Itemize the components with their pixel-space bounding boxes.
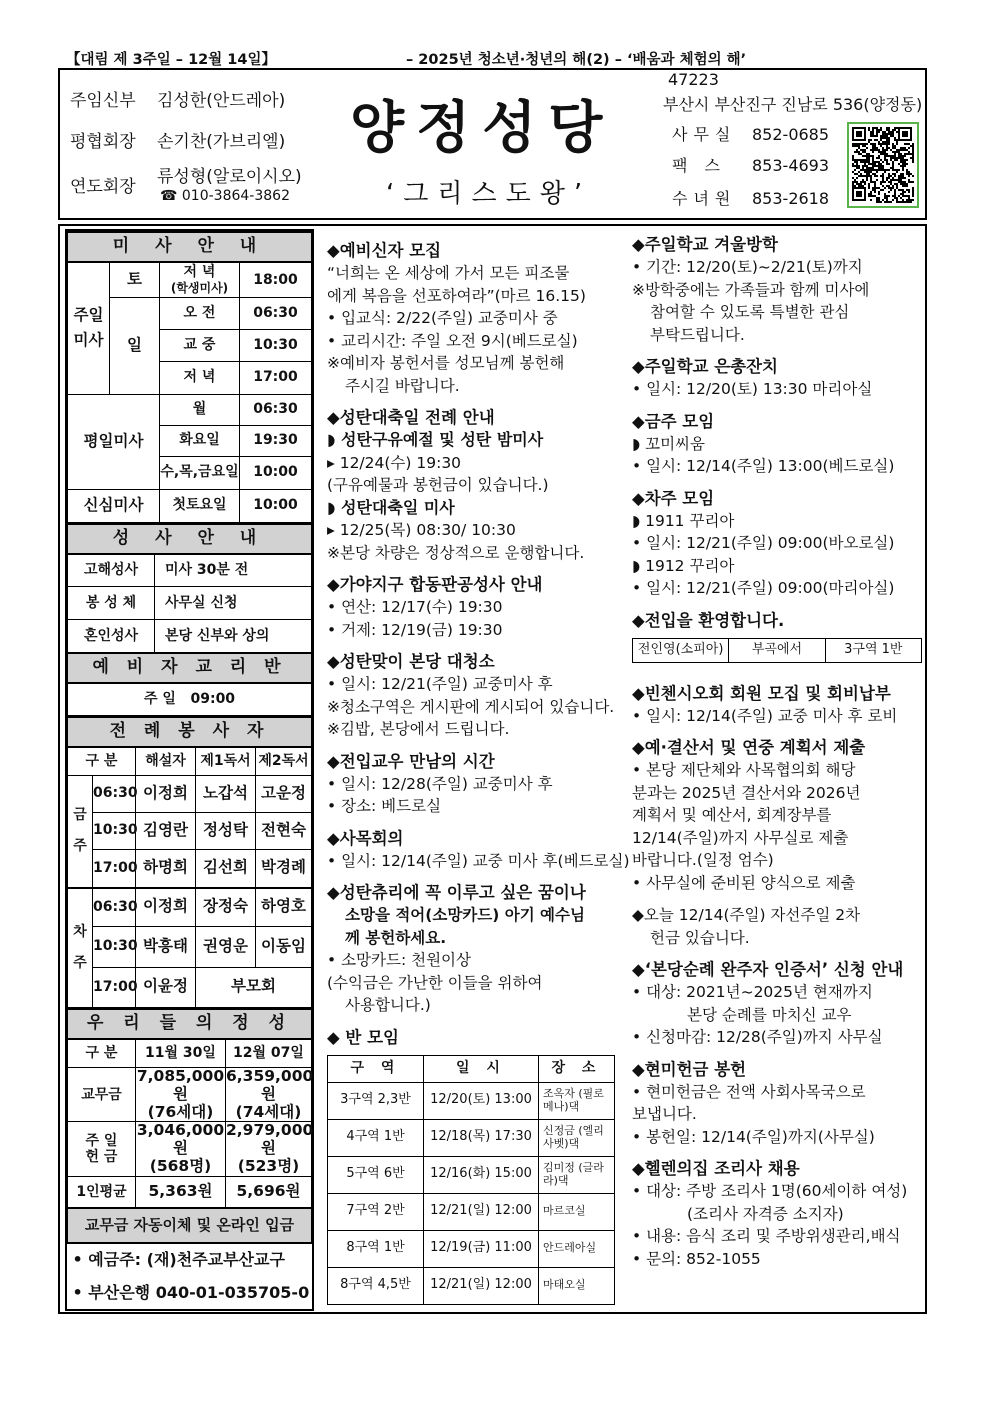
notice-heading: ◆현미헌금 봉헌 [632, 1059, 747, 1079]
address: 부산시 부산진구 진남로 536(양정동) [663, 95, 923, 114]
notice-line: ◗ 꼬미씨움 [632, 434, 705, 453]
notice-heading: ◆‘본당순례 완주자 인증서’ 신청 안내 [632, 960, 904, 979]
table-cell: 12/18(목) 17:30 [424, 1119, 539, 1156]
notice-section [632, 411, 922, 478]
notice-heading: ◆차주 모임 [632, 488, 715, 508]
notice-section [327, 1027, 615, 1305]
bank-account: • 부산은행 040-01-035705-0 [72, 1282, 310, 1302]
row-label: 1인평균 [68, 1176, 136, 1208]
notice-line: • 입교식: 2/22(주일) 교중미사 중 [327, 309, 558, 327]
mass-time: 10:30 [240, 329, 312, 361]
server-name: 이동임 [256, 926, 312, 967]
section-title: 우 리 들 의 정 성 [68, 1009, 312, 1039]
notice-section [327, 574, 615, 641]
notice-line: 계획서 및 예산서, 회계장부를 [632, 806, 832, 824]
mass-time: 06:30 [240, 297, 312, 329]
mass-name-text: 저 녁 [183, 263, 216, 280]
table-cell: 12/16(화) 15:00 [424, 1156, 539, 1193]
notice-line: ▸ 12/25(목) 08:30/ 10:30 [327, 521, 516, 539]
amount-count: (76세대) [147, 1102, 214, 1121]
server-name: 이정희 [136, 775, 196, 812]
notice-section [632, 1158, 922, 1270]
notice-heading: ◆전입교우 만남의 시간 [327, 751, 495, 771]
notice-line: ◆오늘 12/14(주일) 자선주일 2차 [632, 906, 861, 924]
notice-line: (구유예물과 봉헌금이 있습니다.) [327, 476, 549, 494]
amount-value: 5,696원 [226, 1176, 312, 1208]
notice-heading: ◆성탄맞이 본당 대청소 [327, 652, 495, 671]
notice-heading: ◆예·결산서 및 연중 계획서 제출 [632, 738, 866, 757]
time: 17:00 [93, 849, 136, 888]
contact-convent [672, 186, 829, 209]
mass-name: 오 전 [160, 297, 240, 329]
column-header: 11월 30일 [136, 1039, 226, 1068]
notice-line: • 본당 제단체와 사목협의회 해당 [632, 761, 856, 779]
time: 06:30 [93, 888, 136, 926]
name: 김성한(안드레아) [157, 91, 286, 111]
column-header: 구 역 [328, 1055, 424, 1082]
server-name: 이윤정 [136, 967, 196, 1007]
notice-line: 소망을 적어(소망카드) 아기 예수님 [345, 906, 585, 924]
sacrament-value: 사무실 신청 [155, 587, 312, 620]
role: 연도회장 [70, 177, 136, 197]
notice-section [327, 751, 615, 818]
notice-section [632, 904, 922, 949]
table-cell: 전인영(소피아) [633, 638, 729, 662]
offering-table [67, 1008, 312, 1310]
notice-line: • 일시: 12/21(주일) 교중미사 후 [327, 675, 553, 693]
saturday-label: 토 [110, 262, 160, 297]
column-header: 12월 07일 [226, 1039, 312, 1068]
section-title: 교무금 자동이체 및 온라인 입금 [68, 1208, 312, 1243]
table-cell: 3구역 1반 [825, 638, 921, 662]
notice-section [632, 959, 922, 1049]
mass-name [160, 262, 240, 297]
notice-section [327, 240, 615, 397]
table-row [328, 1119, 615, 1156]
sacrament-name: 고해성사 [68, 554, 155, 587]
notice-heading: ◆성탄대축일 전례 안내 [327, 408, 495, 427]
server-name: 이정희 [136, 888, 196, 926]
amount-count: (74세대) [235, 1102, 302, 1121]
this-week-label: 금주 [68, 775, 93, 888]
notice-heading: ◆헬렌의집 조리사 채용 [632, 1159, 800, 1178]
server-group: 부모회 [196, 967, 312, 1007]
sunday-mass-label: 주일미사 [68, 262, 110, 394]
server-name: 고운정 [256, 775, 312, 812]
server-name: 하영호 [256, 888, 312, 926]
notice-heading: ◆ 반 모임 [327, 1027, 399, 1047]
column-header: 제2독서 [256, 747, 312, 775]
mass-name: 화요일 [160, 425, 240, 456]
postcode: 47223 [668, 70, 719, 89]
table-cell: 12/20(토) 13:00 [424, 1082, 539, 1119]
mass-name: 월 [160, 394, 240, 425]
notice-heading: ◆빈첸시오회 회원 모집 및 회비납부 [632, 683, 891, 703]
notice-line: (조리사 자격증 소지자) [687, 1204, 844, 1223]
notice-line: 바랍니다.(일정 엄수) [632, 851, 774, 869]
table-row [328, 1156, 615, 1193]
sacrament-table [67, 523, 312, 717]
notice-line: 12/14(주일)까지 사무실로 제출 [632, 828, 849, 847]
mass-name: 수,목,금요일 [160, 456, 240, 489]
column-header: 해설자 [136, 747, 196, 775]
notice-section [632, 488, 922, 600]
notice-line: • 일시: 12/14(주일) 교중 미사 후 로비 [632, 706, 898, 725]
section-title: 전 례 봉 사 자 [68, 717, 312, 747]
mass-note: (학생미사) [170, 280, 229, 295]
notice-line: ◗ 1911 꾸리아 [632, 511, 735, 530]
notice-line: ※본당 차량은 정상적으로 운행합니다. [327, 543, 585, 562]
notice-line: • 일시: 12/20(토) 13:30 마리아실 [632, 380, 873, 398]
middle-column [327, 240, 630, 1315]
notice-section [327, 882, 615, 1017]
time: 10:30 [93, 926, 136, 967]
server-name: 노갑석 [196, 775, 256, 812]
table-row [328, 1082, 615, 1119]
notice-line: 본당 순례를 마치신 교우 [687, 1005, 852, 1024]
time: 10:30 [93, 812, 136, 849]
mass-time: 19:30 [240, 425, 312, 456]
amount-value: 2,979,000원 [226, 1121, 314, 1158]
role: 평협회장 [70, 132, 136, 152]
mass-name: 교 중 [160, 329, 240, 361]
table-cell: 안드레아실 [539, 1230, 615, 1267]
notice-line: ▸ 12/24(수) 19:30 [327, 453, 462, 472]
section-title: 예 비 자 교 리 반 [68, 653, 312, 683]
notice-line: ※예비자 봉헌서를 성모님께 봉헌해 [327, 354, 565, 372]
notice-line: • 거제: 12/19(금) 19:30 [327, 620, 503, 639]
server-name: 권영운 [196, 926, 256, 967]
table-cell: 12/19(금) 11:00 [424, 1230, 539, 1267]
label: 팩 스 [672, 156, 726, 175]
amount-count: (568명) [149, 1157, 212, 1176]
notice-line: • 일시: 12/21(주일) 09:00(바오로실) [632, 534, 895, 552]
table-cell: 8구역 1반 [328, 1230, 424, 1267]
notice-section [632, 737, 922, 894]
mass-time: 06:30 [240, 394, 312, 425]
next-week-label: 차주 [68, 888, 93, 1007]
phone-number: ☎ 010-3864-3862 [160, 188, 290, 204]
table-header-row [328, 1055, 615, 1082]
devotion-mass-label: 신심미사 [68, 489, 160, 522]
mass-time: 17:00 [240, 361, 312, 394]
notice-line: ※방학중에는 가족들과 함께 미사에 [632, 280, 870, 299]
amount-value: 3,046,000원 [136, 1121, 225, 1158]
church-patron: ‘그리스도왕’ [386, 179, 592, 209]
servers-table [67, 716, 312, 1008]
notice-line: 참여할 수 있도록 특별한 관심 [650, 303, 850, 321]
sacrament-value: 미사 30분 전 [155, 554, 312, 587]
server-name: 박흥태 [136, 926, 196, 967]
amount-count: (523명) [237, 1157, 300, 1176]
notice-line: • 연산: 12/17(수) 19:30 [327, 598, 503, 616]
name: 손기찬(가브리엘) [157, 132, 286, 152]
notice-section [632, 1059, 922, 1149]
right-column [632, 234, 922, 1280]
top-banner [66, 48, 926, 68]
label: 수녀원 [672, 189, 737, 208]
table-cell: 8구역 4,5반 [328, 1267, 424, 1304]
notice-line: • 일시: 12/21(주일) 09:00(마리아실) [632, 579, 895, 597]
notice-line: 께 봉헌하세요. [345, 928, 447, 947]
column-header: 일 시 [424, 1055, 539, 1082]
notice-line: ◗ 성탄대축일 미사 [327, 497, 455, 517]
mass-name: 저 녁 [160, 361, 240, 394]
notice-heading: ◆주일학교 은총잔치 [632, 357, 778, 376]
left-column [65, 229, 314, 1311]
notice-line: • 대상: 2021년~2025년 현재까지 [632, 983, 873, 1001]
server-name: 전현숙 [256, 812, 312, 849]
amount [136, 1122, 226, 1176]
server-name: 김선희 [196, 849, 256, 888]
notice-line: • 사무실에 준비된 양식으로 제출 [632, 873, 856, 892]
notice-section [632, 356, 922, 401]
notice-line: ※김밥, 본당에서 드립니다. [327, 720, 510, 738]
contact-office [672, 122, 829, 145]
notice-line: • 신청마감: 12/28(주일)까지 사무실 [632, 1028, 883, 1046]
number: 853-2618 [752, 189, 830, 208]
time: 06:30 [93, 775, 136, 812]
row-label: 교무금 [68, 1068, 136, 1122]
notice-line: 사용합니다.) [345, 996, 431, 1014]
notice-line: • 봉헌일: 12/14(주일)까지(사무실) [632, 1127, 875, 1146]
server-name: 정성탁 [196, 812, 256, 849]
row-label: 주 일 헌 금 [68, 1122, 136, 1176]
church-title: 양정성당 [350, 96, 615, 161]
mass-time: 10:00 [240, 489, 312, 522]
notice-section [632, 234, 922, 346]
sacrament-name: 봉 성 체 [68, 587, 155, 620]
role: 주임신부 [70, 91, 136, 111]
mass-time: 18:00 [240, 262, 312, 297]
server-name: 하명희 [136, 849, 196, 888]
notice-line: • 현미헌금은 전액 사회사목국으로 [632, 1082, 866, 1101]
section-title: 미 사 안 내 [68, 232, 312, 262]
notice-section [632, 610, 922, 663]
amount [136, 1068, 226, 1122]
notice-line: • 일시: 12/14(주일) 13:00(베드로실) [632, 457, 895, 475]
notice-heading: ◆전입을 환영합니다. [632, 610, 785, 630]
notice-line: ※청소구역은 게시판에 게시되어 있습니다. [327, 697, 615, 716]
notice-line: 헌금 있습니다. [650, 928, 750, 947]
notice-heading: ◆주일학교 겨울방학 [632, 235, 778, 254]
notice-line: • 교리시간: 주일 오전 9시(베드로실) [327, 331, 578, 350]
name: 류성형(알로이시오) [157, 167, 302, 187]
number: 852-0685 [752, 125, 830, 144]
account-holder: • 예금주: (재)천주교부산교구 [72, 1250, 285, 1270]
column-header: 구 분 [68, 1039, 136, 1068]
amount-value: 6,359,000원 [226, 1067, 314, 1103]
notice-line: ◗ 성탄구유예절 및 성탄 밤미사 [327, 430, 544, 449]
table-cell: 김미정 (글라라)댁 [539, 1156, 615, 1193]
notice-heading: ◆사목회의 [327, 828, 404, 848]
notice-line: (수익금은 가난한 이들을 위하여 [327, 973, 543, 992]
notice-line: • 문의: 852-1055 [632, 1249, 761, 1268]
group-meeting-table [327, 1055, 615, 1305]
notice-line: • 일시: 12/28(주일) 교중미사 후 [327, 774, 553, 793]
mass-schedule [67, 231, 312, 523]
mass-name: 첫토요일 [160, 489, 240, 522]
amount [226, 1068, 312, 1122]
amount-value: 7,085,000원 [136, 1067, 225, 1103]
sunday-label: 일 [110, 297, 160, 394]
section-title: 성 사 안 내 [68, 524, 312, 554]
notice-section [327, 651, 615, 741]
table-cell: 부곡에서 [729, 638, 825, 662]
mass-time: 10:00 [240, 456, 312, 489]
notice-heading: ◆금주 모임 [632, 411, 715, 431]
notice-section [327, 828, 630, 873]
number: 853-4693 [752, 156, 830, 175]
notice-line: 분과는 2025년 결산서와 2026년 [632, 783, 861, 802]
contact-fax [672, 153, 829, 176]
amount [226, 1122, 312, 1176]
label: 사무실 [672, 125, 737, 144]
welcome-table [632, 638, 922, 663]
notice-line: • 일시: 12/14(주일) 교중 미사 후(베드로실) [327, 851, 630, 870]
notice-line: 주시길 바랍니다. [345, 376, 460, 395]
week-label: 【대림 제 3주일 – 12월 14일】 [66, 52, 276, 68]
notice-section [632, 683, 922, 728]
column-header: 제1독서 [196, 747, 256, 775]
qr-code[interactable] [847, 122, 919, 208]
weekday-mass-label: 평일미사 [68, 394, 160, 489]
table-cell: 4구역 1반 [328, 1119, 424, 1156]
table-row [328, 1267, 615, 1304]
notice-line: “너희는 온 세상에 가서 모든 피조물 [327, 264, 570, 282]
server-name: 박경례 [256, 849, 312, 888]
notice-line: 에게 복음을 선포하여라”(마르 16.15) [327, 286, 586, 305]
notice-line: • 기간: 12/20(토)~2/21(토)까지 [632, 258, 863, 276]
table-row [633, 638, 922, 662]
header [58, 68, 927, 220]
column-header: 구 분 [68, 747, 136, 775]
table-cell: 마태오실 [539, 1267, 615, 1304]
table-cell: 5구역 6반 [328, 1156, 424, 1193]
notice-line: 부탁드립니다. [650, 325, 745, 344]
table-cell: 12/21(일) 12:00 [424, 1267, 539, 1304]
notice-line: ◗ 1912 꾸리아 [632, 556, 735, 575]
table-cell: 조옥자 (필로메나)댁 [539, 1082, 615, 1119]
server-name: 장정숙 [196, 888, 256, 926]
notice-line: • 내용: 음식 조리 및 주방위생관리,배식 [632, 1227, 901, 1245]
table-row [328, 1193, 615, 1230]
table-cell: 12/21(일) 12:00 [424, 1193, 539, 1230]
time: 17:00 [93, 967, 136, 1007]
catechumen-time: 주 일 09:00 [68, 683, 312, 716]
table-cell: 3구역 2,3반 [328, 1082, 424, 1119]
qr-code-icon [852, 127, 914, 203]
notice-line: • 소망카드: 천원이상 [327, 951, 472, 969]
notice-heading: ◆가야지구 합동판공성사 안내 [327, 575, 543, 594]
year-theme: – 2025년 청소년·청년의 해(2) – ‘배움과 체험의 해’ [406, 52, 747, 68]
table-cell: 7구역 2반 [328, 1193, 424, 1230]
notice-line: • 대상: 주방 조리사 1명(60세이하 여성) [632, 1182, 908, 1200]
table-row [328, 1230, 615, 1267]
column-header: 장 소 [539, 1055, 615, 1082]
sacrament-name: 혼인성사 [68, 620, 155, 653]
notice-line: • 장소: 베드로실 [327, 797, 442, 815]
notice-section [327, 407, 615, 564]
notice-heading: ◆예비신자 모집 [327, 241, 442, 260]
notice-line: 보냅니다. [632, 1105, 697, 1123]
amount-value: 5,363원 [136, 1176, 226, 1208]
sacrament-value: 본당 신부와 상의 [155, 620, 312, 653]
notice-heading: ◆성탄츄리에 꼭 이루고 싶은 꿈이나 [327, 883, 586, 902]
table-cell: 신정금 (엘리사벳)댁 [539, 1119, 615, 1156]
table-cell: 마르코실 [539, 1193, 615, 1230]
server-name: 김영란 [136, 812, 196, 849]
